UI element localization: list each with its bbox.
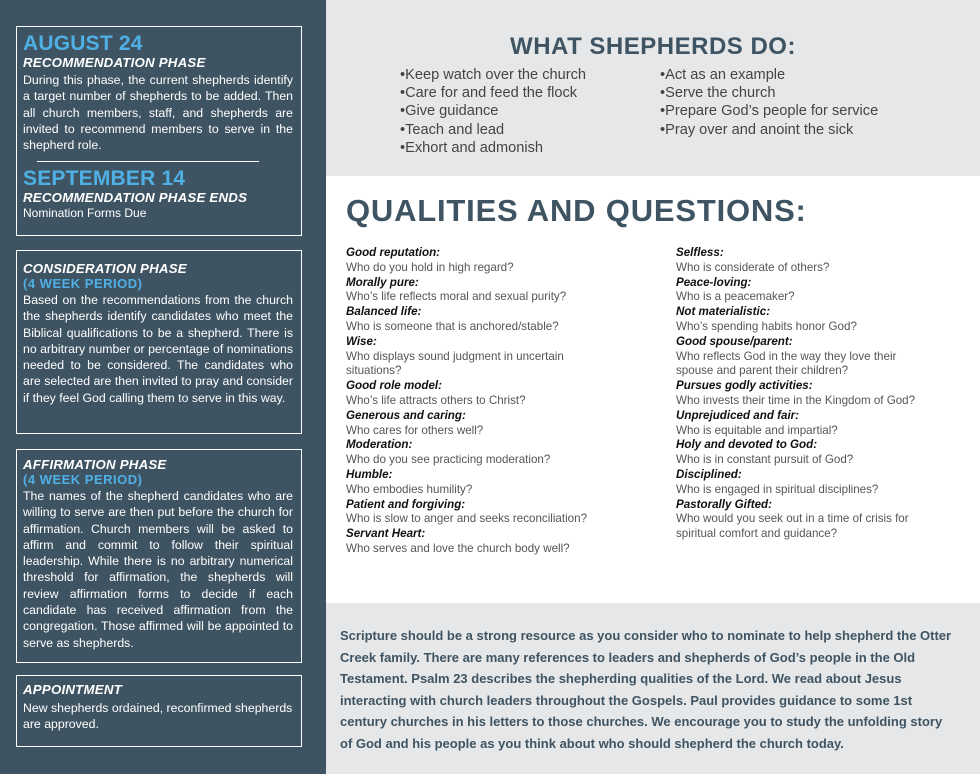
recommendation-phase-box xyxy=(16,26,302,236)
quality-label: Servant Heart: xyxy=(346,527,426,541)
quality-label: Moderation: xyxy=(346,438,413,452)
quality-label: Peace-loving: xyxy=(676,275,752,289)
quality-item xyxy=(676,305,932,335)
recommendation-end-title: RECOMMENDATION PHASE ENDS xyxy=(23,190,248,206)
quality-label: Morally pure: xyxy=(346,275,419,289)
affirmation-description: The names of the shepherd candidates who are willing to serve are then put before the church for affirmation. Church members will be asked to affirm and commit to follow their spiritual leadership. While there is no arbitrary numerical threshold for affirmation, the shepherds will review affirmation forms to decide if each candidate has received affirmation from the congregation. Those affirmed will be appointed to serve as shepherds. xyxy=(23,489,293,650)
quality-item xyxy=(676,335,932,379)
duty-item: •Act as an example xyxy=(660,67,786,83)
quality-item xyxy=(346,305,608,335)
quality-question: Who is in constant pursuit of God? xyxy=(676,453,854,467)
what-shepherds-do-title: WHAT SHEPHERDS DO: xyxy=(510,33,796,60)
quality-item xyxy=(676,498,932,542)
quality-label: Patient and forgiving: xyxy=(346,497,466,511)
quality-item xyxy=(346,379,608,409)
divider xyxy=(37,161,259,162)
duties-list-left xyxy=(400,66,586,157)
consideration-period: (4 WEEK PERIOD) xyxy=(23,276,143,291)
quality-item xyxy=(346,409,608,439)
qualities-title: QUALITIES AND QUESTIONS: xyxy=(346,193,807,228)
quality-item xyxy=(346,276,608,306)
quality-question: Who do you hold in high regard? xyxy=(346,260,514,274)
appointment-phase-box xyxy=(16,675,302,747)
consideration-phase-box xyxy=(16,250,302,434)
quality-question: Who is slow to anger and seeks reconciliation? xyxy=(346,512,588,526)
timeline-panel xyxy=(0,0,326,774)
quality-label: Not materialistic: xyxy=(676,305,771,319)
quality-question: Who would you seek out in a time of crisis for spiritual comfort and guidance? xyxy=(676,512,909,541)
duty-item: •Keep watch over the church xyxy=(400,67,587,83)
quality-question: Who is equitable and impartial? xyxy=(676,423,838,437)
recommendation-description: During this phase, the current shepherds identify a target number of shepherds to be added. Then all church members, staff, and shepherds are invited to recommend members to serve in the shepherd role. xyxy=(23,73,293,153)
duty-item: •Give guidance xyxy=(400,103,499,120)
quality-question: Who do you see practicing moderation? xyxy=(346,453,551,467)
affirmation-period: (4 WEEK PERIOD) xyxy=(23,472,143,487)
quality-label: Balanced life: xyxy=(346,305,422,319)
duty-item: •Teach and lead xyxy=(400,121,505,138)
duty-item: •Care for and feed the flock xyxy=(400,85,578,102)
recommendation-date: AUGUST 24 xyxy=(23,32,143,55)
appointment-description: New shepherds ordained, reconfirmed shepherds are approved. xyxy=(23,701,293,732)
duty-item: •Exhort and admonish xyxy=(400,139,544,156)
quality-item xyxy=(676,276,932,306)
quality-item xyxy=(346,468,608,498)
scripture-note-section xyxy=(326,603,980,774)
quality-question: Who is a peacemaker? xyxy=(676,290,795,304)
quality-label: Humble: xyxy=(346,467,393,481)
quality-question: Who is someone that is anchored/stable? xyxy=(346,319,559,333)
affirmation-phase-box xyxy=(16,449,302,663)
quality-question: Who’s life attracts others to Christ? xyxy=(346,393,526,407)
quality-label: Good reputation: xyxy=(346,246,441,259)
quality-item xyxy=(346,335,608,379)
quality-item xyxy=(346,438,608,468)
quality-label: Disciplined: xyxy=(676,467,742,481)
quality-question: Who reflects God in the way they love their spouse and parent their children? xyxy=(676,349,897,378)
quality-label: Holy and devoted to God: xyxy=(676,438,818,452)
quality-label: Good role model: xyxy=(346,379,442,393)
duty-item: •Serve the church xyxy=(660,85,776,102)
recommendation-end-note: Nomination Forms Due xyxy=(23,206,147,221)
quality-item xyxy=(676,438,932,468)
quality-question: Who displays sound judgment in uncertain situations? xyxy=(346,349,564,378)
quality-item xyxy=(676,409,932,439)
quality-label: Unprejudiced and fair: xyxy=(676,408,800,422)
quality-question: Who’s spending habits honor God? xyxy=(676,319,857,333)
scripture-note: Scripture should be a strong resource as you consider who to nominate to help shepherd the Otter Creek family. There are many references to leaders and shepherds of God’s people in the Old Testament. Psalm 23 describes the shepherding qualities of the Lord. We read about Jesus interacting with church leaders throughout the Gospels. Paul provides guidance to some 1st century churches in his letters to those churches. We encourage you to study the unfolding story of God and his people as you think about who should shepherd the church today. xyxy=(340,628,952,751)
duty-item: •Pray over and anoint the sick xyxy=(660,121,854,138)
consideration-phase-title: CONSIDERATION PHASE xyxy=(23,261,187,276)
quality-label: Generous and caring: xyxy=(346,408,466,422)
quality-question: Who cares for others well? xyxy=(346,423,484,437)
quality-item xyxy=(676,468,932,498)
quality-item xyxy=(676,379,932,409)
recommendation-phase-title: RECOMMENDATION PHASE xyxy=(23,55,206,70)
quality-item xyxy=(676,246,932,276)
quality-question: Who’s life reflects moral and sexual purity? xyxy=(346,290,567,304)
qualities-column-right xyxy=(676,246,932,542)
quality-question: Who serves and love the church body well? xyxy=(346,541,570,555)
quality-label: Pursues godly activities: xyxy=(676,379,813,393)
affirmation-phase-title: AFFIRMATION PHASE xyxy=(23,457,167,472)
duties-list-right xyxy=(660,66,878,139)
duty-item: •Prepare God’s people for service xyxy=(660,103,879,120)
quality-item xyxy=(346,527,608,557)
recommendation-end-date: SEPTEMBER 14 xyxy=(23,167,186,191)
consideration-description: Based on the recommendations from the church the shepherds identify candidates who meet the Biblical qualifications to be a shepherd. There is no arbitrary number or percentage of nominations needed to be considered. The candidates who are selected are then invited to pray and consider if they feel God calling them to serve in this way. xyxy=(23,293,293,405)
quality-item xyxy=(346,246,608,276)
quality-question: Who invests their time in the Kingdom of God? xyxy=(676,393,916,407)
appointment-phase-title: APPOINTMENT xyxy=(23,682,122,697)
quality-label: Selfless: xyxy=(676,246,724,259)
qualities-column-left xyxy=(346,246,608,557)
quality-item xyxy=(346,498,608,528)
quality-question: Who is engaged in spiritual disciplines? xyxy=(676,482,879,496)
quality-label: Good spouse/parent: xyxy=(676,334,793,348)
quality-label: Pastorally Gifted: xyxy=(676,497,772,511)
what-shepherds-do-section xyxy=(326,0,980,176)
quality-question: Who embodies humility? xyxy=(346,482,473,496)
quality-question: Who is considerate of others? xyxy=(676,260,830,274)
quality-label: Wise: xyxy=(346,334,377,348)
